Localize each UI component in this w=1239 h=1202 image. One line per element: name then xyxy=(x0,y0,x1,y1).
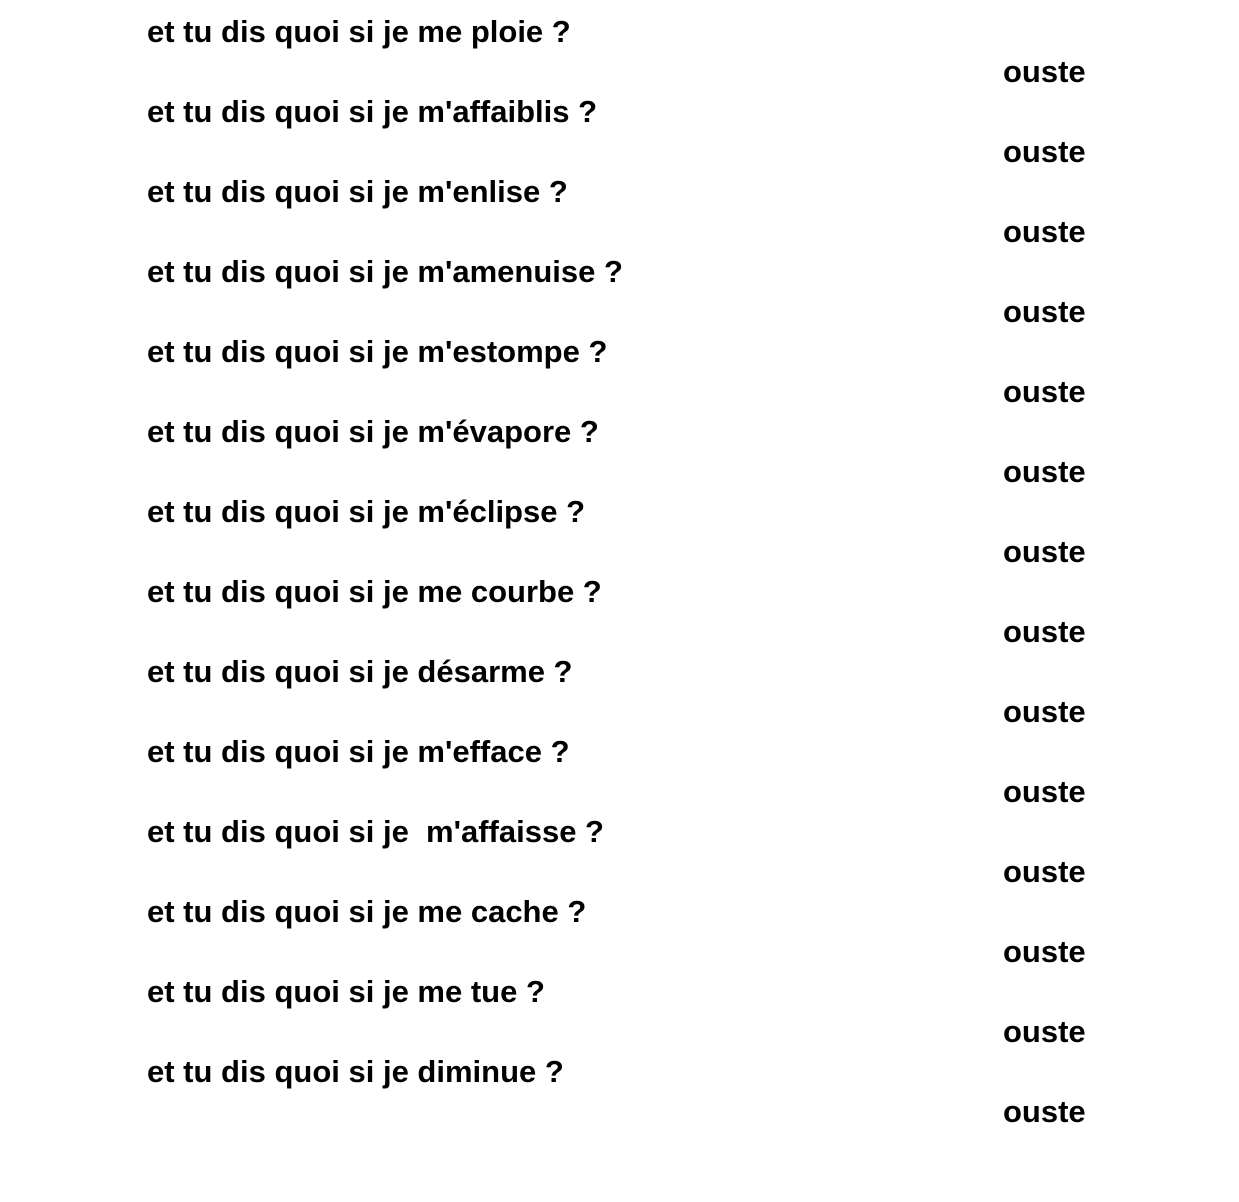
stanza xyxy=(0,640,1239,729)
answer-line: ouste xyxy=(1003,1094,1086,1129)
question-line: et tu dis quoi si je me tue ? xyxy=(147,974,545,1009)
answer-line: ouste xyxy=(1003,134,1086,169)
stanza xyxy=(0,1040,1239,1129)
question-line: et tu dis quoi si je diminue ? xyxy=(147,1054,564,1089)
question-line: et tu dis quoi si je m'éclipse ? xyxy=(147,494,586,529)
question-line: et tu dis quoi si je m'évapore ? xyxy=(147,414,599,449)
answer-line: ouste xyxy=(1003,614,1086,649)
stanza xyxy=(0,160,1239,249)
stanza xyxy=(0,480,1239,569)
answer-line: ouste xyxy=(1003,374,1086,409)
answer-line: ouste xyxy=(1003,694,1086,729)
question-line: et tu dis quoi si je m'amenuise ? xyxy=(147,254,623,289)
answer-line: ouste xyxy=(1003,934,1086,969)
question-line: et tu dis quoi si je désarme ? xyxy=(147,654,573,689)
stanza xyxy=(0,720,1239,809)
question-line: et tu dis quoi si je me courbe ? xyxy=(147,574,602,609)
stanza xyxy=(0,560,1239,649)
question-line: et tu dis quoi si je m'enlise ? xyxy=(147,174,568,209)
stanza xyxy=(0,320,1239,409)
answer-line: ouste xyxy=(1003,214,1086,249)
question-line: et tu dis quoi si je m'estompe ? xyxy=(147,334,608,369)
stanza xyxy=(0,0,1239,89)
question-line: et tu dis quoi si je m'affaisse ? xyxy=(147,814,604,849)
answer-line: ouste xyxy=(1003,854,1086,889)
stanza xyxy=(0,880,1239,969)
answer-line: ouste xyxy=(1003,774,1086,809)
stanza xyxy=(0,800,1239,889)
answer-line: ouste xyxy=(1003,534,1086,569)
stanza xyxy=(0,400,1239,489)
question-line: et tu dis quoi si je me cache ? xyxy=(147,894,587,929)
question-line: et tu dis quoi si je m'efface ? xyxy=(147,734,570,769)
answer-line: ouste xyxy=(1003,454,1086,489)
question-line: et tu dis quoi si je m'affaiblis ? xyxy=(147,94,598,129)
stanza xyxy=(0,80,1239,169)
stanza xyxy=(0,960,1239,1049)
answer-line: ouste xyxy=(1003,54,1086,89)
question-line: et tu dis quoi si je me ploie ? xyxy=(147,14,571,49)
stanza xyxy=(0,240,1239,329)
answer-line: ouste xyxy=(1003,1014,1086,1049)
answer-line: ouste xyxy=(1003,294,1086,329)
